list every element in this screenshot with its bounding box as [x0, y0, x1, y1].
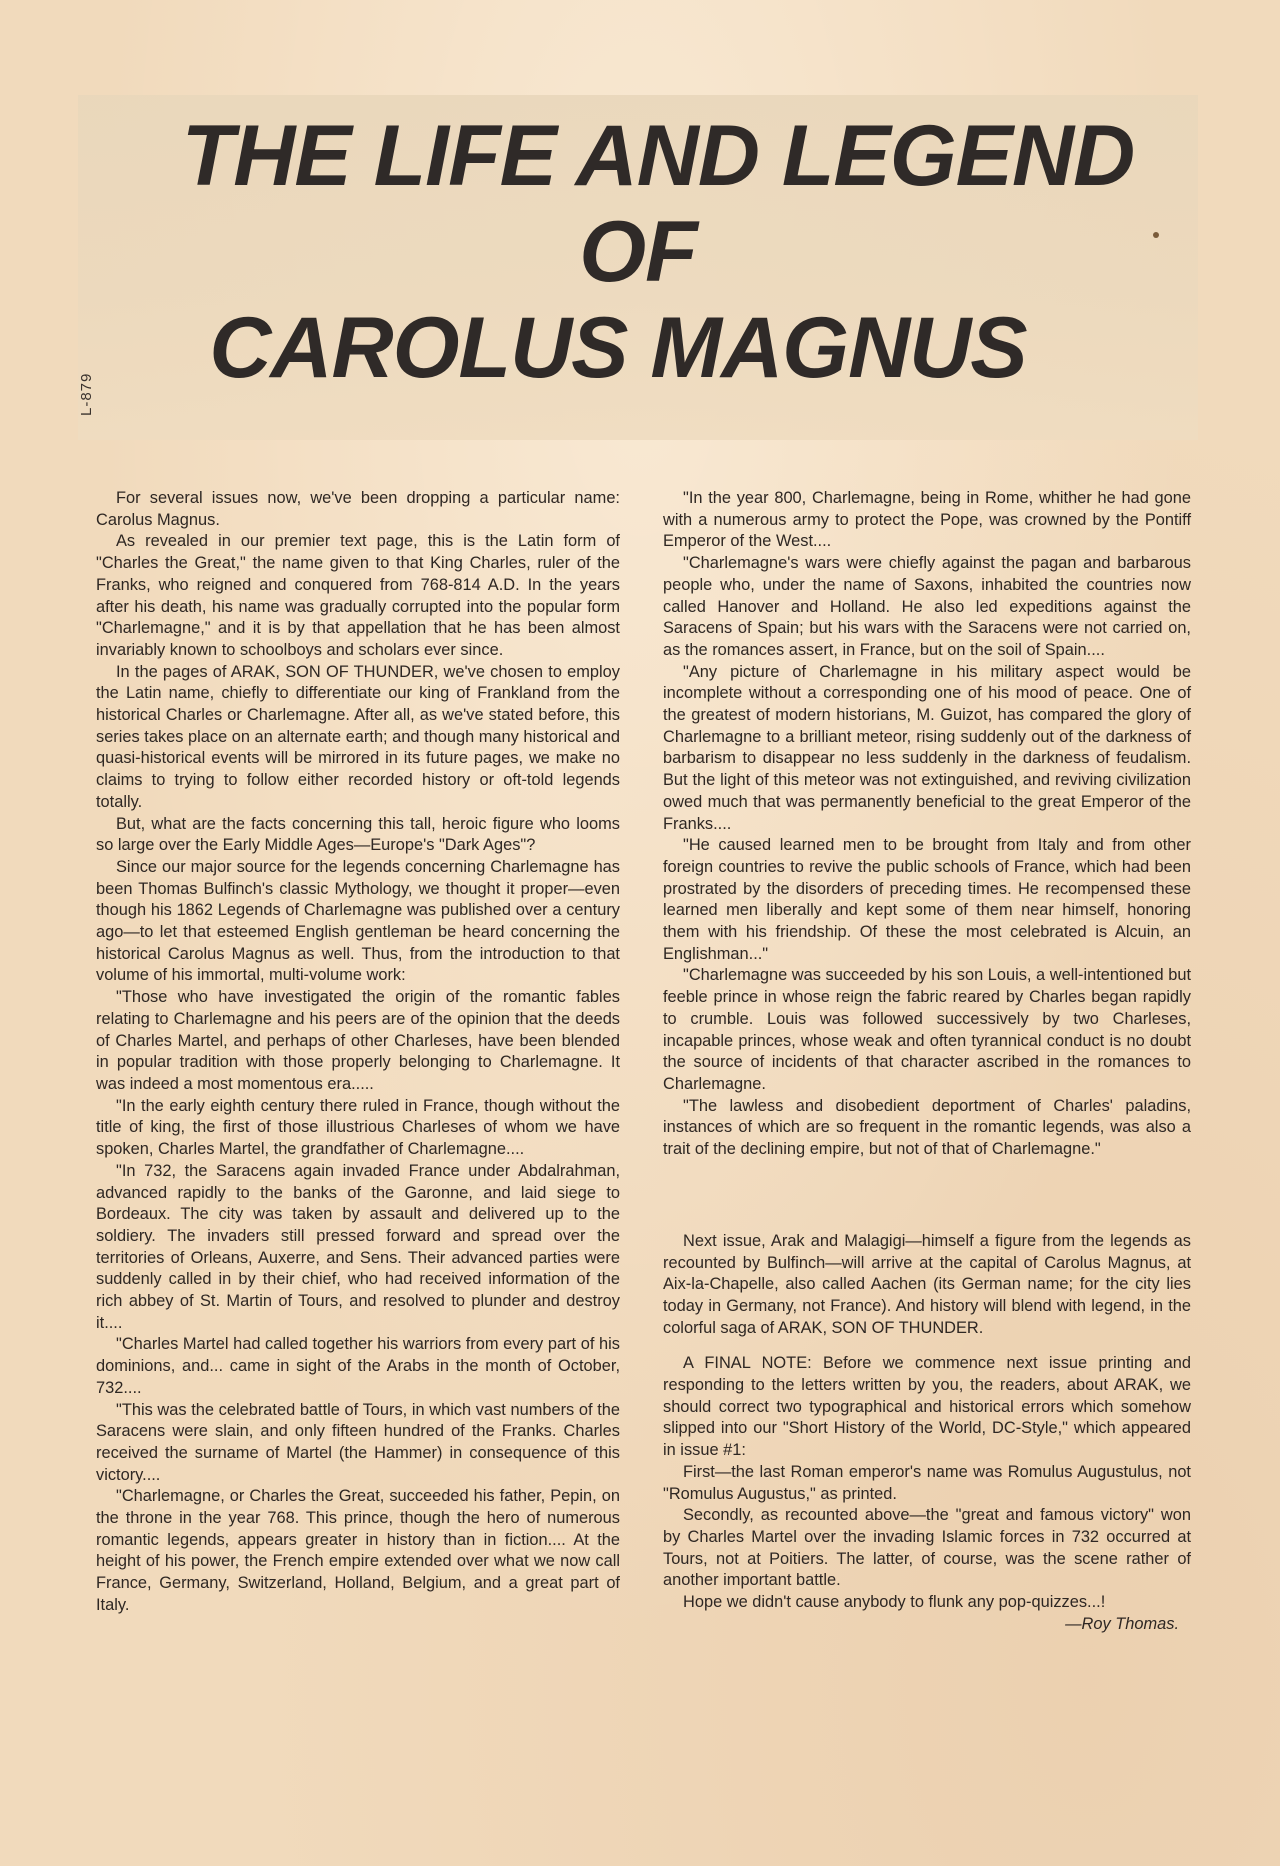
- paragraph: But, what are the facts concerning this tall, heroic figure who looms so large over the Early Middle Ages—Europe's "Dark Ages"?: [96, 814, 620, 855]
- author-signature: —Roy Thomas.: [1065, 1614, 1179, 1633]
- paragraph: "Any picture of Charlemagne in his military aspect would be incomplete without a corresponding one of his mood of peace. One of the greatest of modern historians, M. Guizot, has compared the glory of Charlemagne to a brilliant meteor, rising suddenly out of the darkness of barbarism to disappear no less suddenly in the darkness of feudalism. But the light of this meteor was not extinguished, and reviving civilization owed much that was permanently beneficial to the great Emperor of the Franks....: [663, 662, 1191, 833]
- title-line-3: CAROLUS MAGNUS: [209, 300, 1027, 396]
- page-title: [78, 108, 1198, 396]
- paragraph: "In the early eighth century there ruled in France, though without the title of king, the first of those illustrious Charleses of whom we have spoken, Charles Martel, the grandfather of Charlemagne....: [96, 1096, 620, 1159]
- paragraph: "This was the celebrated battle of Tours, in which vast numbers of the Saracens were slain, and only fifteen hundred of the Franks. Charles received the surname of Martel (the Hammer) in consequence of this victory....: [96, 1400, 620, 1484]
- title-line-1: THE LIFE AND LEGEND: [181, 108, 1135, 204]
- paragraph: Since our major source for the legends concerning Charlemagne has been Thomas Bulfinch's classic Mythology, we thought it proper—even though his 1862 Legends of Charlemagne was published over a century ago—to let that esteemed English gentleman be heard concerning the historical Carolus Magnus as well. Thus, from the introduction to that volume of his immortal, multi-volume work:: [96, 857, 620, 985]
- paper-speck: [1153, 232, 1159, 238]
- next-issue-paragraph: Next issue, Arak and Malagigi—himself a figure from the legends as recounted by Bulfinch—will arrive at the capital of Carolus Magnus, at Aix-la-Chapelle, also called Aachen (its German name; for the city lies today in Germany, not France). And history will blend with legend, in the colorful saga of ARAK, SON OF THUNDER.: [663, 1231, 1191, 1337]
- paragraph: Hope we didn't cause anybody to flunk any pop-quizzes...!: [683, 1593, 1106, 1612]
- title-line-2: OF: [579, 204, 697, 300]
- paragraph: "Those who have investigated the origin of the romantic fables relating to Charlemagne and his peers are of the opinion that the deeds of Charles Martel, and perhaps of other Charleses, have been blended in popular tradition with those properly belonging to Charlemagne. It was indeed a most momentous era.....: [96, 988, 620, 1093]
- paragraph: As revealed in our premier text page, this is the Latin form of "Charles the Great," the name given to that King Charles, ruler of the Franks, who reigned and conquered from 768-814 A.D. In the years after his death, his name was gradually corrupted into the popular form "Charlemagne," and it is by that appellation that he has been almost invariably known to schoolboys and scholars ever since.: [96, 532, 620, 659]
- right-column: [663, 488, 1191, 1635]
- paragraph: "Charlemagne, or Charles the Great, succeeded his father, Pepin, on the throne in the year 768. This prince, though the hero of numerous romantic legends, appears greater in history than in fiction.... At the height of his power, the French empire extended over what we now call France, Germany, Switzerland, Holland, Belgium, and a great part of Italy.: [96, 1487, 620, 1614]
- paragraph: "In 732, the Saracens again invaded France under Abdalrahman, advanced rapidly to the banks of the Garonne, and laid siege to Bordeaux. The city was taken by assault and delivered up to the soldiery. The invaders still pressed forward and spread over the territories of Orleans, Auxerre, and Sens. Their advanced parties were suddenly called in by their chief, who had received information of the rich abbey of St. Martin of Tours, and resolved to plunder and destroy it....: [96, 1161, 620, 1332]
- left-column: [96, 488, 620, 1617]
- paragraph: "Charles Martel had called together his warriors from every part of his dominions, and... came in sight of the Arabs in the month of October, 732....: [96, 1335, 620, 1397]
- paragraph: First—the last Roman emperor's name was Romulus Augustulus, not "Romulus Augustus," as printed.: [663, 1462, 1191, 1503]
- paragraph: "In the year 800, Charlemagne, being in Rome, whither he had gone with a numerous army to protect the Pope, was crowned by the Pontiff Emperor of the West....: [663, 489, 1191, 551]
- paragraph: "He caused learned men to be brought from Italy and from other foreign countries to revive the public schools of France, which had been prostrated by the disorders of preceding times. He recompensed these learned men liberally and kept some of them near himself, honoring them with his friendship. Of these the most celebrated is Alcuin, an Englishman...": [663, 836, 1191, 963]
- final-note-paragraph: A FINAL NOTE: Before we commence next issue printing and responding to the letters written by you, the readers, about ARAK, we should correct two typographical and historical errors which somehow slipped into our "Short History of the World, DC-Style," which appeared in issue #1:: [663, 1354, 1191, 1460]
- paragraph: For several issues now, we've been dropping a particular name: Carolus Magnus.: [96, 489, 620, 529]
- print-code: L-879: [78, 372, 95, 416]
- paragraph: "Charlemagne was succeeded by his son Louis, a well-intentioned but feeble prince in whose reign the fabric reared by Charles began rapidly to crumble. Louis was followed successively by two Charleses, incapable princes, whose weak and often tyrannical conduct is no doubt the source of incidents of that character ascribed in the romances to Charlemagne.: [663, 966, 1191, 1093]
- paragraph: In the pages of ARAK, SON OF THUNDER, we've chosen to employ the Latin name, chiefly to differentiate our king of Frankland from the historical Charles or Charlemagne. After all, as we've stated before, this series takes place on an alternate earth; and though many historical and quasi-historical events will be mirrored in its future pages, we make no claims to trying to follow either recorded history or oft-told legends totally.: [96, 662, 620, 811]
- paragraph: Secondly, as recounted above—the "great and famous victory" won by Charles Martel over the invading Islamic forces in 732 occurred at Tours, not at Poitiers. The latter, of course, was the scene rather of another important battle.: [663, 1506, 1191, 1590]
- paragraph: "The lawless and disobedient deportment of Charles' paladins, instances of which are so frequent in the romantic legends, was also a trait of the declining empire, but not of that of Charlemagne.": [663, 1096, 1191, 1159]
- paragraph: "Charlemagne's wars were chiefly against the pagan and barbarous people who, under the name of Saxons, inhabited the countries now called Hanover and Holland. He also led expeditions against the Saracens of Spain; but his wars with the Saracens were not carried on, as the romances assert, in France, but on the soil of Spain....: [663, 554, 1191, 659]
